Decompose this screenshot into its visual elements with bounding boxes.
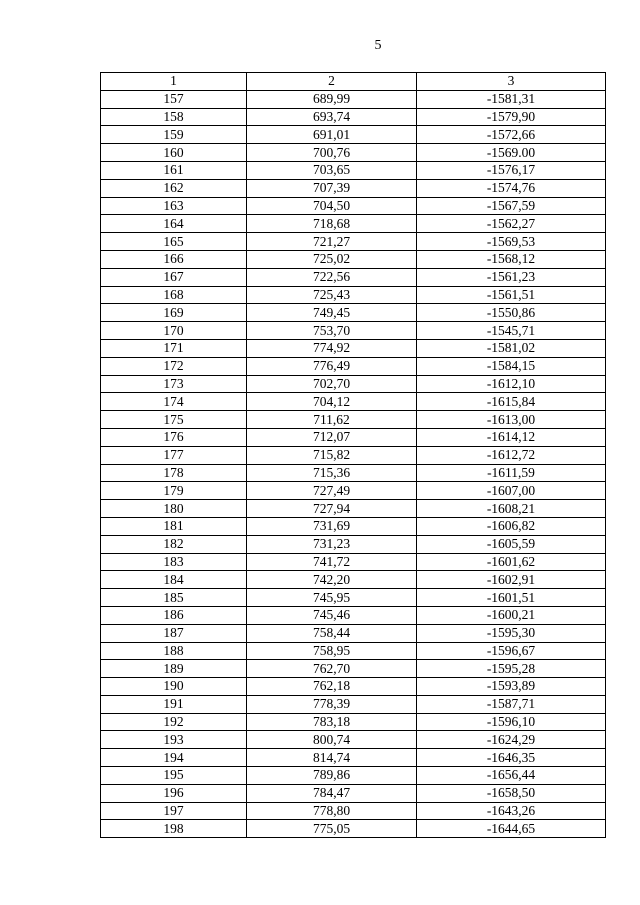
table-cell-col-1: 188: [101, 642, 247, 660]
table-cell-col-2: 745,46: [247, 606, 417, 624]
table-row: [101, 678, 606, 696]
table-cell-col-3: -1601,62: [417, 553, 606, 571]
table-cell-col-2: 784,47: [247, 784, 417, 802]
table-cell-col-2: 702,70: [247, 375, 417, 393]
table-row: [101, 517, 606, 535]
table-cell-col-1: 198: [101, 820, 247, 838]
table-cell-col-3: -1646,35: [417, 749, 606, 767]
table-cell-col-1: 196: [101, 784, 247, 802]
table-cell-col-3: -1613,00: [417, 411, 606, 429]
table-cell-col-2: 789,86: [247, 767, 417, 785]
table-cell-col-3: -1572,66: [417, 126, 606, 144]
table-row: [101, 446, 606, 464]
table-cell-col-2: 776,49: [247, 357, 417, 375]
table-cell-col-1: 163: [101, 197, 247, 215]
table-cell-col-1: 172: [101, 357, 247, 375]
table-row: [101, 197, 606, 215]
table-cell-col-2: 707,39: [247, 179, 417, 197]
table-cell-col-3: -1606,82: [417, 517, 606, 535]
table-cell-col-3: -1584,15: [417, 357, 606, 375]
data-table: [100, 72, 606, 838]
table-cell-col-1: 178: [101, 464, 247, 482]
table-cell-col-3: -1595,30: [417, 624, 606, 642]
table-cell-col-3: -1561,51: [417, 286, 606, 304]
table-cell-col-2: 693,74: [247, 108, 417, 126]
table-cell-col-3: -1550,86: [417, 304, 606, 322]
table-cell-col-3: -1615,84: [417, 393, 606, 411]
table-row: [101, 589, 606, 607]
table-cell-col-2: 704,50: [247, 197, 417, 215]
table-cell-col-2: 725,02: [247, 250, 417, 268]
table-row: [101, 535, 606, 553]
table-cell-col-1: 164: [101, 215, 247, 233]
table-row: [101, 161, 606, 179]
table-cell-col-2: 800,74: [247, 731, 417, 749]
table-cell-col-1: 186: [101, 606, 247, 624]
table-cell-col-3: -1611,59: [417, 464, 606, 482]
table-row: [101, 571, 606, 589]
table-row: [101, 126, 606, 144]
table-row: [101, 268, 606, 286]
table-cell-col-1: 157: [101, 90, 247, 108]
table-cell-col-2: 775,05: [247, 820, 417, 838]
table-row: [101, 322, 606, 340]
table-cell-col-2: 778,80: [247, 802, 417, 820]
table-cell-col-1: 183: [101, 553, 247, 571]
table-cell-col-3: -1601,51: [417, 589, 606, 607]
table-cell-col-1: 190: [101, 678, 247, 696]
table-cell-col-3: -1595,28: [417, 660, 606, 678]
table-cell-col-2: 731,23: [247, 535, 417, 553]
table-cell-col-2: 758,44: [247, 624, 417, 642]
table-cell-col-3: -1608,21: [417, 500, 606, 518]
table-cell-col-1: 161: [101, 161, 247, 179]
table-cell-col-3: -1624,29: [417, 731, 606, 749]
table-cell-col-3: -1607,00: [417, 482, 606, 500]
table-cell-col-3: -1658,50: [417, 784, 606, 802]
table-cell-col-1: 171: [101, 339, 247, 357]
column-header-1: 1: [101, 73, 247, 91]
table-cell-col-3: -1568,12: [417, 250, 606, 268]
table-cell-col-3: -1593,89: [417, 678, 606, 696]
table-cell-col-2: 715,82: [247, 446, 417, 464]
table-cell-col-2: 758,95: [247, 642, 417, 660]
table-cell-col-3: -1574,76: [417, 179, 606, 197]
table-cell-col-3: -1602,91: [417, 571, 606, 589]
table-cell-col-2: 691,01: [247, 126, 417, 144]
table-cell-col-2: 814,74: [247, 749, 417, 767]
table-body: [101, 90, 606, 837]
table-cell-col-3: -1644,65: [417, 820, 606, 838]
table-cell-col-2: 721,27: [247, 233, 417, 251]
table-cell-col-2: 741,72: [247, 553, 417, 571]
table-header-row: [101, 73, 606, 91]
table-cell-col-2: 718,68: [247, 215, 417, 233]
table-row: [101, 464, 606, 482]
table-cell-col-1: 193: [101, 731, 247, 749]
table-cell-col-1: 166: [101, 250, 247, 268]
table-cell-col-2: 742,20: [247, 571, 417, 589]
table-cell-col-2: 749,45: [247, 304, 417, 322]
table-cell-col-2: 727,94: [247, 500, 417, 518]
table-row: [101, 393, 606, 411]
table-row: [101, 357, 606, 375]
column-header-3: 3: [417, 73, 606, 91]
table-row: [101, 482, 606, 500]
table-cell-col-1: 169: [101, 304, 247, 322]
table-cell-col-3: -1581,02: [417, 339, 606, 357]
table-cell-col-2: 753,70: [247, 322, 417, 340]
table-row: [101, 660, 606, 678]
table-cell-col-1: 159: [101, 126, 247, 144]
table-cell-col-2: 722,56: [247, 268, 417, 286]
table-cell-col-3: -1600,21: [417, 606, 606, 624]
table-row: [101, 250, 606, 268]
table-cell-col-3: -1614,12: [417, 428, 606, 446]
table-row: [101, 731, 606, 749]
table-cell-col-1: 179: [101, 482, 247, 500]
table-cell-col-3: -1605,59: [417, 535, 606, 553]
table-row: [101, 215, 606, 233]
table-cell-col-1: 170: [101, 322, 247, 340]
table-cell-col-2: 689,99: [247, 90, 417, 108]
table-cell-col-2: 762,18: [247, 678, 417, 696]
table-cell-col-2: 731,69: [247, 517, 417, 535]
table-cell-col-3: -1567,59: [417, 197, 606, 215]
table-cell-col-3: -1612,72: [417, 446, 606, 464]
table-cell-col-1: 162: [101, 179, 247, 197]
table-row: [101, 375, 606, 393]
table-cell-col-2: 715,36: [247, 464, 417, 482]
table-cell-col-1: 191: [101, 695, 247, 713]
table-cell-col-3: -1569,53: [417, 233, 606, 251]
table-cell-col-3: -1576,17: [417, 161, 606, 179]
table-cell-col-3: -1596,67: [417, 642, 606, 660]
table-row: [101, 767, 606, 785]
table-cell-col-2: 778,39: [247, 695, 417, 713]
table-cell-col-3: -1545,71: [417, 322, 606, 340]
table-row: [101, 624, 606, 642]
table-cell-col-2: 774,92: [247, 339, 417, 357]
table-cell-col-1: 173: [101, 375, 247, 393]
table-cell-col-2: 745,95: [247, 589, 417, 607]
table-row: [101, 642, 606, 660]
table-cell-col-1: 185: [101, 589, 247, 607]
table-cell-col-1: 174: [101, 393, 247, 411]
table-cell-col-1: 176: [101, 428, 247, 446]
table-cell-col-3: -1569.00: [417, 144, 606, 162]
table-cell-col-3: -1562,27: [417, 215, 606, 233]
table-cell-col-3: -1596,10: [417, 713, 606, 731]
table-cell-col-1: 182: [101, 535, 247, 553]
table-cell-col-1: 194: [101, 749, 247, 767]
table-cell-col-2: 725,43: [247, 286, 417, 304]
table-row: [101, 500, 606, 518]
table-cell-col-1: 167: [101, 268, 247, 286]
table-cell-col-2: 762,70: [247, 660, 417, 678]
table-row: [101, 553, 606, 571]
table-cell-col-2: 712,07: [247, 428, 417, 446]
table-cell-col-3: -1579,90: [417, 108, 606, 126]
table-row: [101, 749, 606, 767]
table-cell-col-1: 197: [101, 802, 247, 820]
table-cell-col-1: 180: [101, 500, 247, 518]
table-cell-col-3: -1581,31: [417, 90, 606, 108]
table-cell-col-2: 704,12: [247, 393, 417, 411]
table-cell-col-1: 165: [101, 233, 247, 251]
table-row: [101, 304, 606, 322]
table-row: [101, 339, 606, 357]
table-cell-col-1: 181: [101, 517, 247, 535]
page-number: 5: [374, 38, 382, 53]
table-row: [101, 90, 606, 108]
table-row: [101, 606, 606, 624]
table-row: [101, 695, 606, 713]
table-cell-col-1: 184: [101, 571, 247, 589]
table-cell-col-3: -1656,44: [417, 767, 606, 785]
table-row: [101, 784, 606, 802]
table-cell-col-1: 189: [101, 660, 247, 678]
table-cell-col-1: 195: [101, 767, 247, 785]
table-row: [101, 179, 606, 197]
table-row: [101, 428, 606, 446]
table-cell-col-3: -1612,10: [417, 375, 606, 393]
table-row: [101, 713, 606, 731]
table-row: [101, 144, 606, 162]
table-cell-col-2: 700,76: [247, 144, 417, 162]
table-cell-col-1: 187: [101, 624, 247, 642]
table-row: [101, 820, 606, 838]
table-cell-col-3: -1643,26: [417, 802, 606, 820]
table-cell-col-1: 177: [101, 446, 247, 464]
table-cell-col-2: 711,62: [247, 411, 417, 429]
table-cell-col-1: 160: [101, 144, 247, 162]
table-row: [101, 411, 606, 429]
table-cell-col-3: -1561,23: [417, 268, 606, 286]
table-cell-col-2: 727,49: [247, 482, 417, 500]
table-row: [101, 108, 606, 126]
table-cell-col-1: 192: [101, 713, 247, 731]
table-cell-col-2: 703,65: [247, 161, 417, 179]
table-cell-col-3: -1587,71: [417, 695, 606, 713]
table-cell-col-1: 175: [101, 411, 247, 429]
table-cell-col-1: 158: [101, 108, 247, 126]
table-row: [101, 233, 606, 251]
column-header-2: 2: [247, 73, 417, 91]
table-cell-col-2: 783,18: [247, 713, 417, 731]
table-row: [101, 286, 606, 304]
table-cell-col-1: 168: [101, 286, 247, 304]
table-row: [101, 802, 606, 820]
